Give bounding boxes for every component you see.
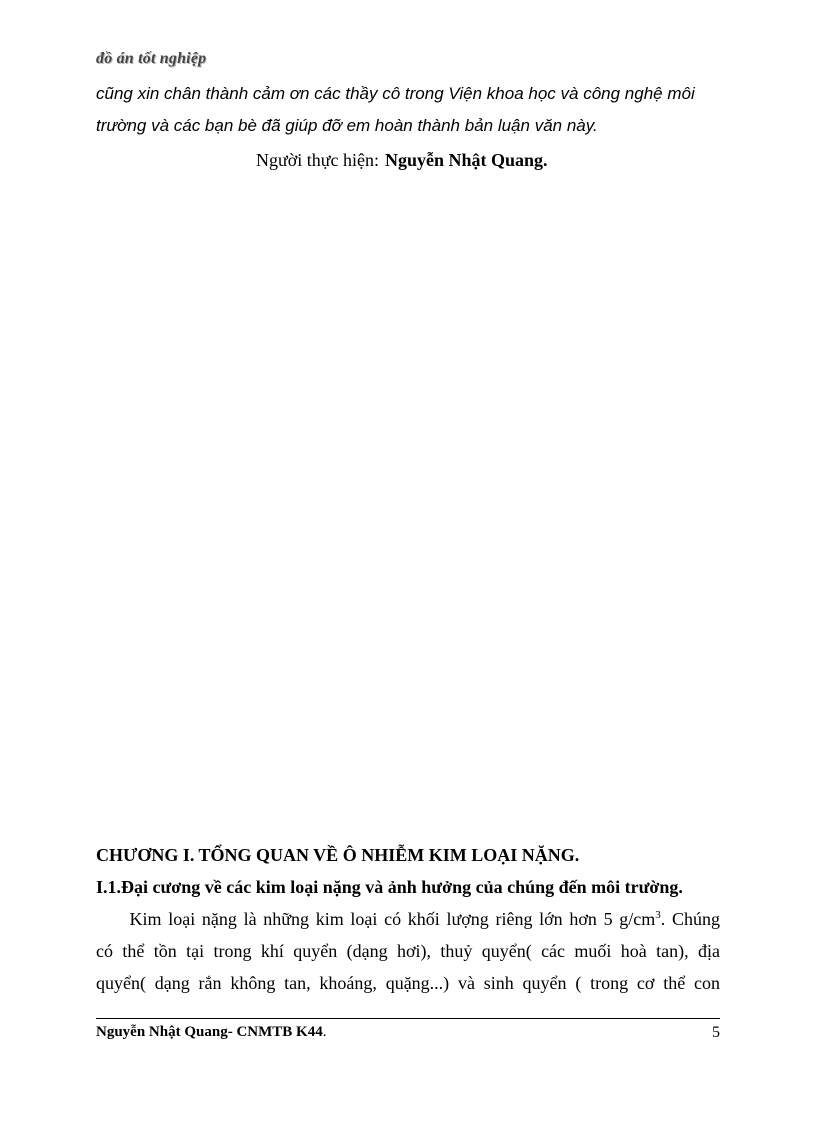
acknowledgement-line-2: trường và các bạn bè đã giúp đỡ em hoàn thành bản luận văn này. <box>96 116 598 135</box>
signature-label: Người thực hiện: <box>256 150 380 170</box>
running-header-title: đồ án tốt nghiệp <box>96 50 207 67</box>
section-title: I.1.Đại cương về các kim loại nặng và ảnh hưởng của chúng đến môi trường. <box>96 877 683 897</box>
paragraph-line-2: có thể tồn tại trong khí quyển (dạng hơi), thuỷ quyển( các muối hoà tan), địa <box>96 941 720 961</box>
chapter-title: CHƯƠNG I. TỔNG QUAN VỀ Ô NHIỄM KIM LOẠI NẶNG. <box>96 845 580 865</box>
page-number: 5 <box>712 1024 720 1041</box>
paragraph-line-1-tail: . Chúng <box>660 909 721 929</box>
paragraph-line-1-text: Kim loại nặng là những kim loại có khối lượng riêng lớn hơn 5 g/cm <box>129 909 656 929</box>
superscript-three: 3 <box>655 909 661 921</box>
footer-author-period: . <box>322 1024 327 1040</box>
paragraph-line-1 <box>96 909 720 930</box>
signature-name: Nguyễn Nhật Quang. <box>385 150 548 170</box>
signature-block <box>256 150 548 171</box>
footer-author-text: Nguyễn Nhật Quang- CNMTB K44 <box>96 1024 323 1040</box>
footer-author <box>96 1024 326 1041</box>
paragraph-line-3: quyển( dạng rắn không tan, khoáng, quặng...) và sinh quyển ( trong cơ thể con <box>96 973 720 993</box>
acknowledgement-line-1: cũng xin chân thành cảm ơn các thầy cô trong Viện khoa học và công nghệ môi <box>96 84 695 103</box>
footer-divider <box>96 1018 720 1019</box>
